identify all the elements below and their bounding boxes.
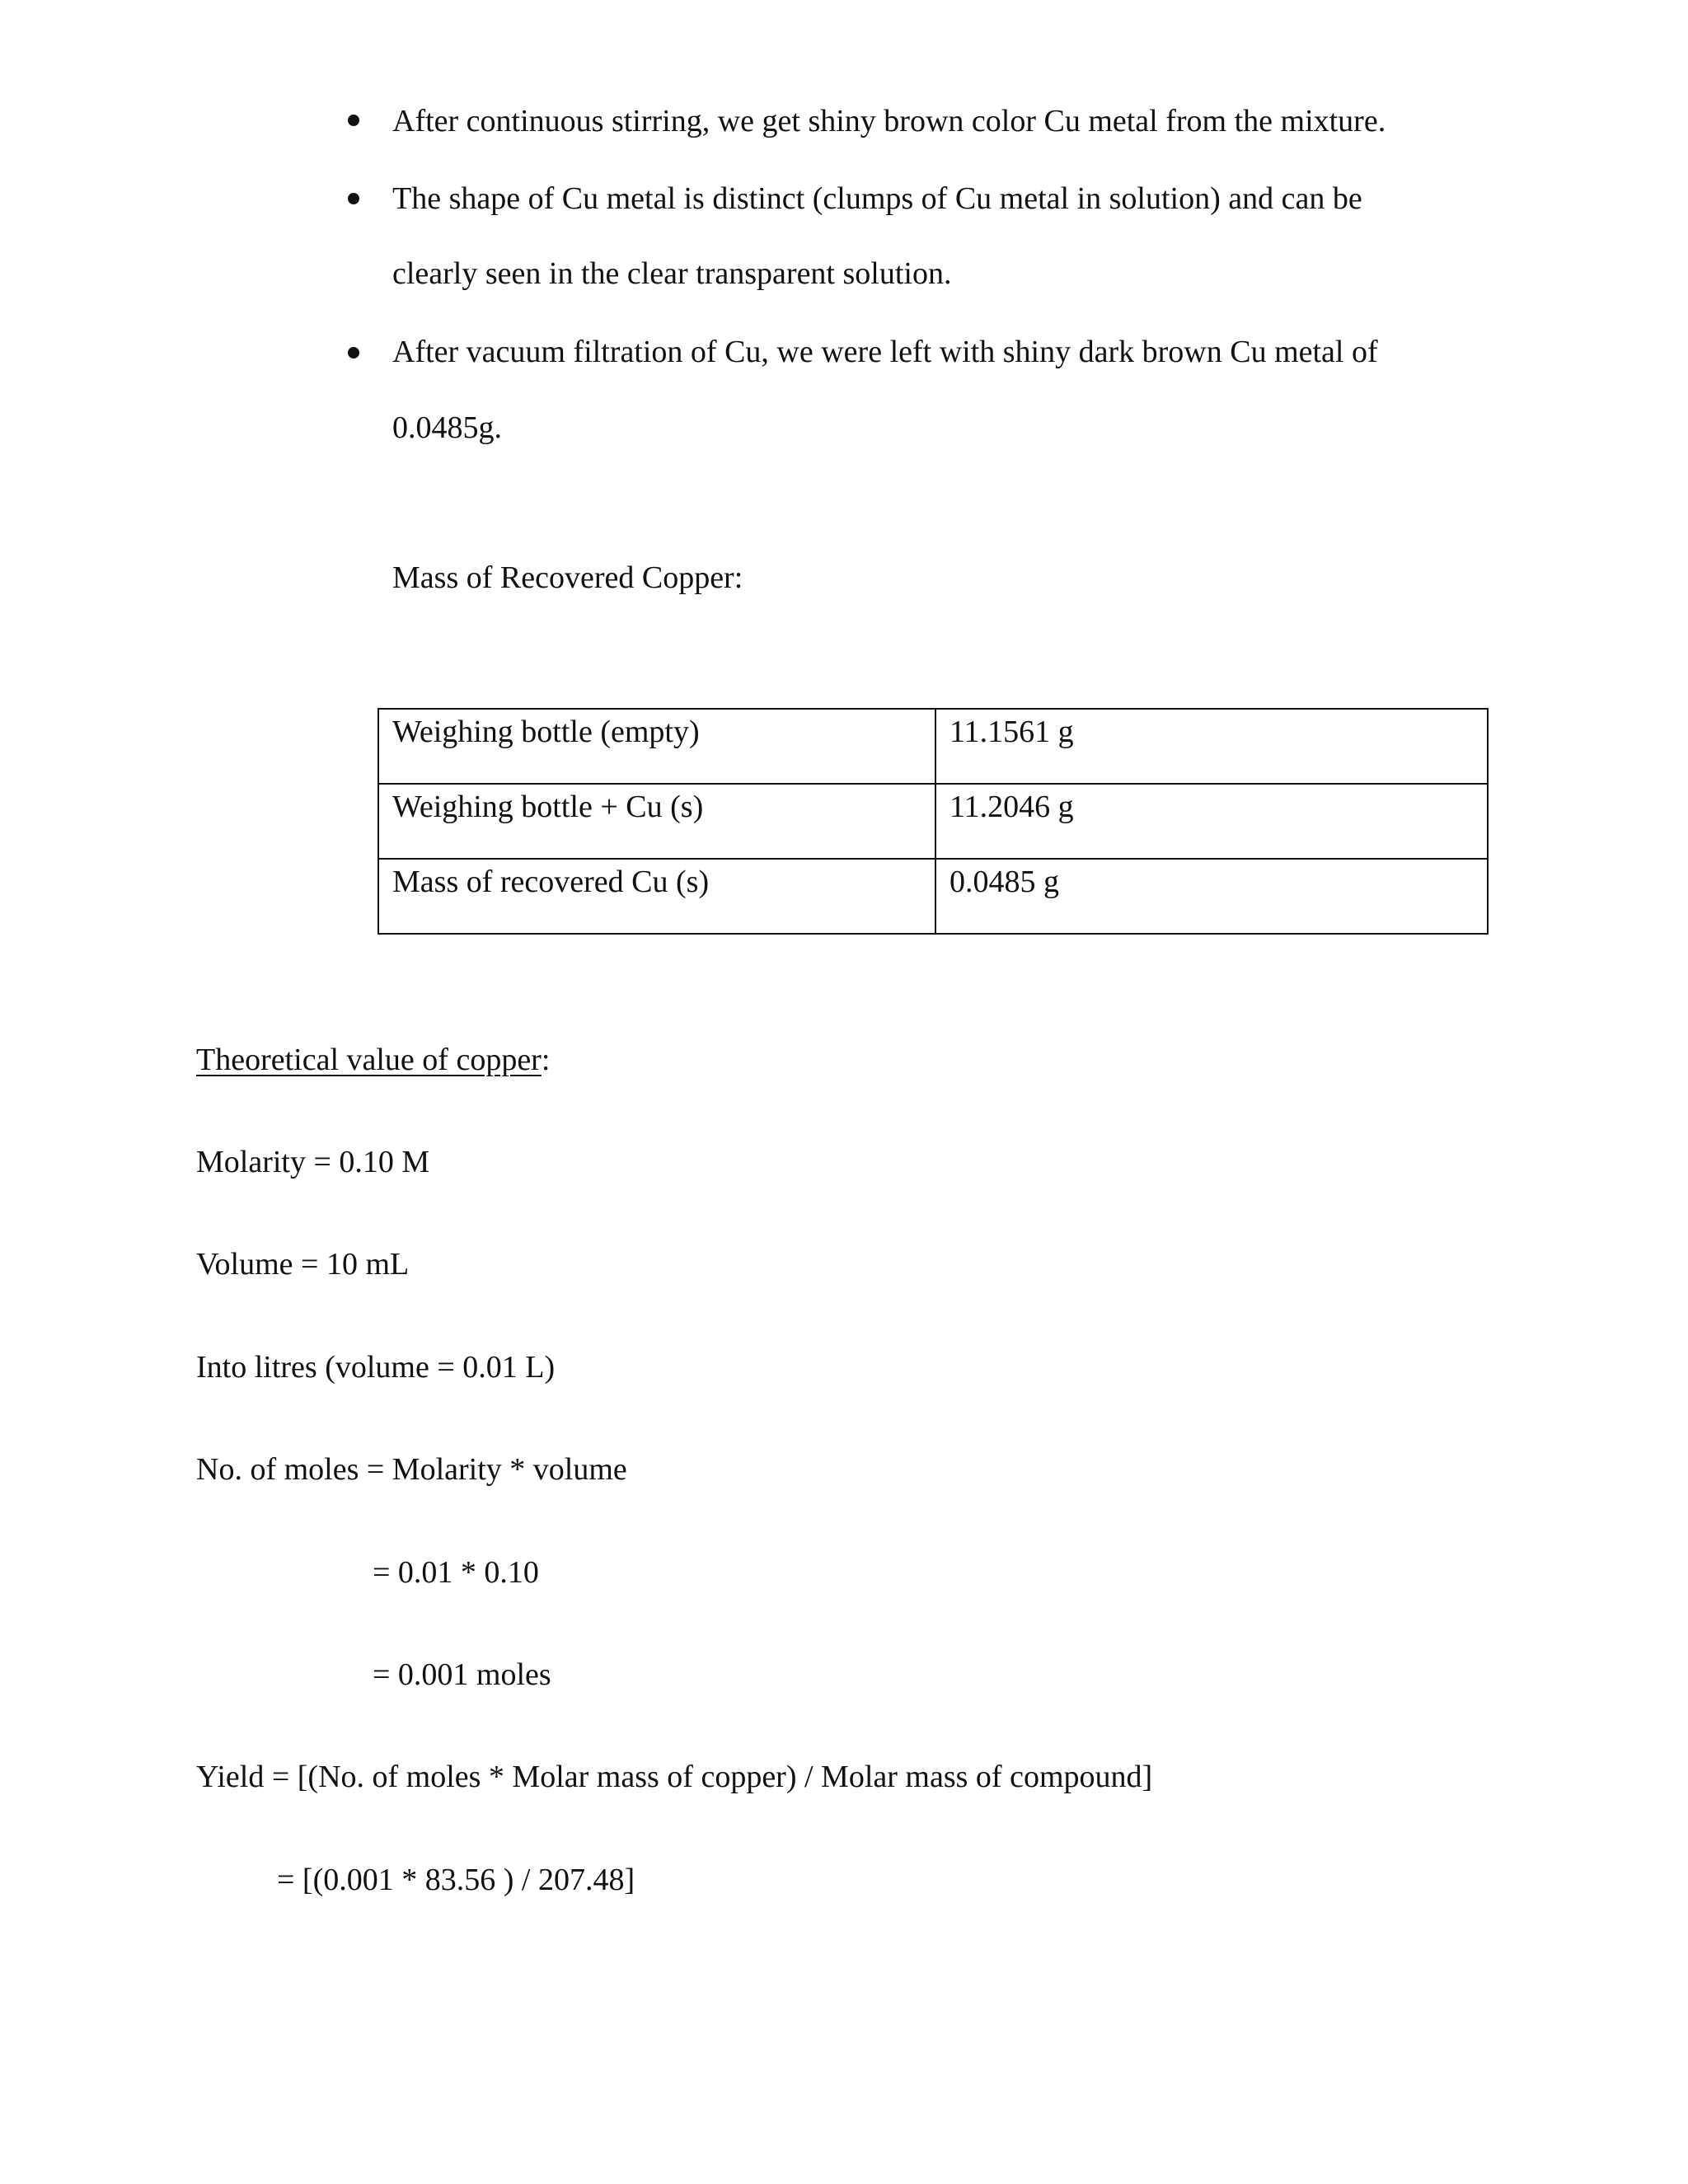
table-cell-label: Weighing bottle (empty) (378, 709, 935, 784)
mass-table (377, 708, 1489, 935)
theoretical-heading-colon: : (541, 1043, 551, 1077)
bullet-icon (348, 347, 359, 359)
bullet-text: After continuous stirring, we get shiny brown color Cu metal from the mixture. (392, 104, 1386, 138)
yield-step-1: = [(0.001 * 83.56 ) / 207.48] (277, 1863, 635, 1897)
table-cell-label: Weighing bottle + Cu (s) (378, 784, 935, 859)
bullet-text: After vacuum filtration of Cu, we were left with shiny dark brown Cu metal of (392, 335, 1378, 369)
litres-line: Into litres (volume = 0.01 L) (196, 1350, 556, 1385)
table-cell-value: 0.0485 g (935, 859, 1488, 934)
yield-equation: Yield = [(No. of moles * Molar mass of copper) / Molar mass of compound] (196, 1760, 1153, 1794)
table-cell-value: 11.2046 g (935, 784, 1488, 859)
table-cell-value: 11.1561 g (935, 709, 1488, 784)
table-row (378, 709, 1488, 784)
table-row (378, 784, 1488, 859)
table-cell-label: Mass of recovered Cu (s) (378, 859, 935, 934)
molarity-line: Molarity = 0.10 M (196, 1145, 430, 1179)
bullet-text: 0.0485g. (392, 410, 502, 445)
moles-equation: No. of moles = Molarity * volume (196, 1452, 627, 1487)
bullet-text: The shape of Cu metal is distinct (clumps of Cu metal in solution) and can be (392, 181, 1362, 216)
table-row (378, 859, 1488, 934)
bullet-text: clearly seen in the clear transparent solution. (392, 256, 952, 291)
theoretical-heading-text: Theoretical value of copper (196, 1043, 542, 1077)
mass-heading: Mass of Recovered Copper: (392, 560, 743, 595)
moles-step-2: = 0.001 moles (373, 1657, 551, 1692)
theoretical-heading (196, 1044, 550, 1076)
bullet-icon (348, 115, 359, 126)
volume-line: Volume = 10 mL (196, 1247, 410, 1282)
moles-step-1: = 0.01 * 0.10 (373, 1555, 539, 1590)
bullet-icon (348, 193, 359, 204)
